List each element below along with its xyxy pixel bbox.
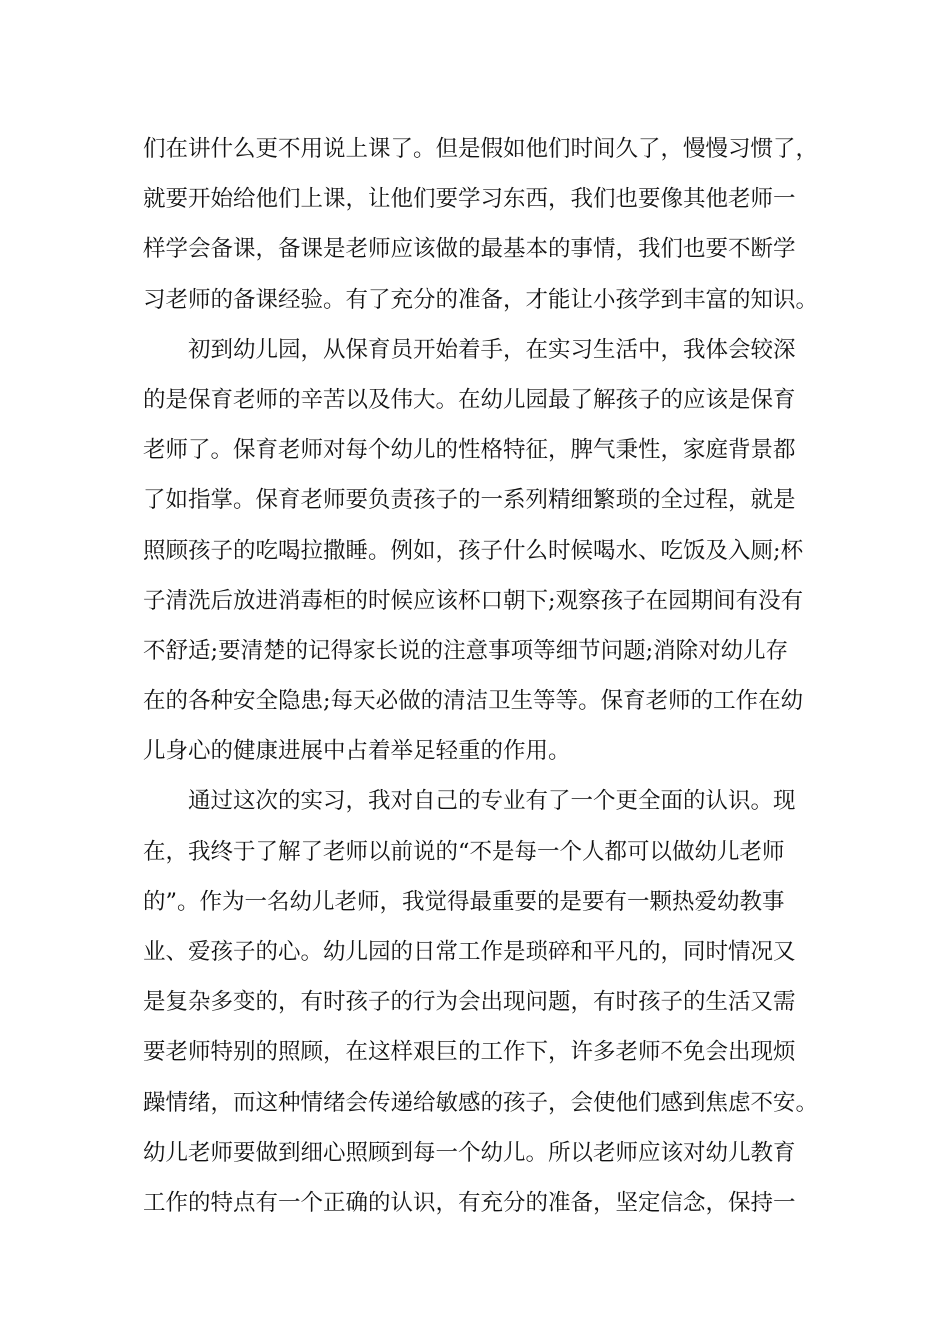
text-line: 的是保育老师的辛苦以及伟大。在幼儿园最了解孩子的应该是保育 [143, 386, 796, 413]
text-line: 照顾孩子的吃喝拉撒睡。例如，孩子什么时候喝水、吃饭及入厕;杯 [143, 537, 804, 564]
text-line: 幼儿老师要做到细心照顾到每一个幼儿。所以老师应该对幼儿教育 [143, 1139, 796, 1166]
text-line: 了如指掌。保育老师要负责孩子的一系列精细繁琐的全过程，就是 [143, 487, 796, 514]
text-line: 们在讲什么更不用说上课了。但是假如他们时间久了，慢慢习惯了， [143, 136, 819, 162]
text-line: 儿身心的健康进展中占着举足轻重的作用。 [143, 738, 571, 765]
text-line: 工作的特点有一个正确的认识，有充分的准备，坚定信念，保持一 [143, 1189, 796, 1216]
text-line: 习老师的备课经验。有了充分的准备，才能让小孩学到丰富的知识。 [143, 286, 819, 313]
text-line: 通过这次的实习，我对自己的专业有了一个更全面的认识。现 [188, 788, 796, 815]
text-line: 老师了。保育老师对每个幼儿的性格特征，脾气秉性，家庭背景都 [143, 437, 796, 464]
paragraph [143, 124, 823, 325]
text-line: 不舒适;要清楚的记得家长说的注意事项等细节问题;消除对幼儿存 [143, 637, 789, 664]
text-line: 样学会备课，备课是老师应该做的最基本的事情，我们也要不断学 [143, 236, 796, 263]
text-line: 在，我终于了解了老师以前说的“不是每一个人都可以做幼儿老师 [143, 838, 785, 865]
text-line: 在的各种安全隐患;每天必做的清洁卫生等等。保育老师的工作在幼 [143, 688, 804, 715]
document-body [143, 124, 823, 1228]
text-line: 初到幼儿园，从保育员开始着手，在实习生活中，我体会较深 [188, 336, 796, 363]
text-line: 业、爱孩子的心。幼儿园的日常工作是琐碎和平凡的，同时情况又 [143, 939, 796, 965]
paragraph [143, 776, 823, 1228]
paragraph [143, 325, 823, 777]
text-line: 的”。作为一名幼儿老师，我觉得最重要的是要有一颗热爱幼教事 [143, 888, 785, 915]
text-line: 就要开始给他们上课，让他们要学习东西，我们也要像其他老师一 [143, 186, 796, 213]
text-line: 子清洗后放进消毒柜的时候应该杯口朝下;观察孩子在园期间有没有 [143, 587, 804, 614]
text-line: 躁情绪，而这种情绪会传递给敏感的孩子，会使他们感到焦虑不安。 [143, 1089, 819, 1116]
text-line: 要老师特别的照顾，在这样艰巨的工作下，许多老师不免会出现烦 [143, 1039, 796, 1066]
text-line: 是复杂多变的，有时孩子的行为会出现问题，有时孩子的生活又需 [143, 989, 796, 1016]
